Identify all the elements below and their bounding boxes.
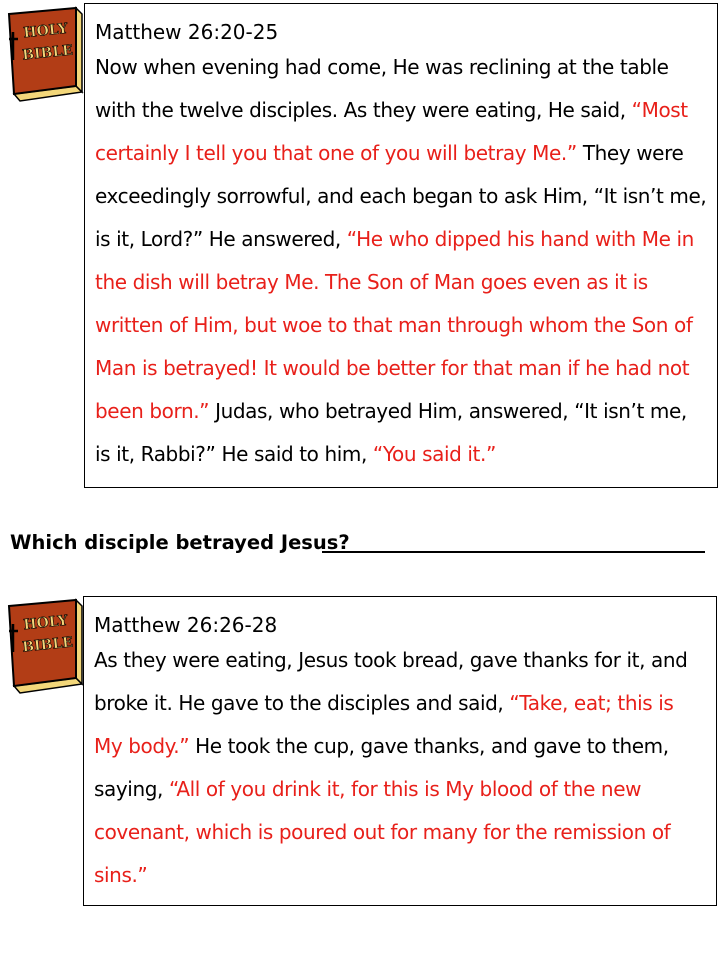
holy-bible-icon bbox=[6, 594, 86, 698]
jesus-words: “All of you drink it, for this is My blood of the new covenant, which is poured out for many for the remission of sins.” bbox=[94, 777, 671, 887]
question-text: Which disciple betrayed Jesus? bbox=[10, 531, 350, 554]
jesus-words: “Most certainly I tell you that one of you will betray Me.” bbox=[95, 98, 688, 165]
passage-text bbox=[95, 46, 707, 476]
scripture-reference: Matthew 26:26-28 bbox=[94, 613, 278, 637]
narrative-text: As they were eating, Jesus took bread, gave thanks for it, and broke it. He gave to the disciples and said, bbox=[94, 648, 688, 715]
narrative-text: He took the cup, gave thanks, and gave to them, saying, bbox=[94, 734, 669, 801]
bible-title-line1: HOLY bbox=[22, 612, 69, 634]
answer-blank[interactable] bbox=[322, 551, 705, 553]
holy-bible-icon bbox=[6, 2, 86, 106]
jesus-words: “Take, eat; this is My body.” bbox=[94, 691, 674, 758]
narrative-text: Judas, who betrayed Him, answered, “It isn’t me, is it, Rabbi?” He said to him, bbox=[95, 399, 687, 466]
narrative-text: They were exceedingly sorrowful, and each began to ask Him, “It isn’t me, is it, Lord?” He answered, bbox=[95, 141, 707, 251]
jesus-words: “He who dipped his hand with Me in the dish will betray Me. The Son of Man goes even as it is written of Him, but woe to that man through whom the Son of Man is betrayed! It would be better for that man if he had not been born.” bbox=[95, 227, 694, 423]
scripture-box bbox=[83, 596, 717, 906]
bible-title-line2: BIBLE bbox=[21, 42, 74, 64]
jesus-words: “You said it.” bbox=[372, 442, 496, 466]
question bbox=[10, 528, 710, 558]
scripture-reference: Matthew 26:20-25 bbox=[95, 20, 279, 44]
passage-text bbox=[94, 639, 706, 897]
bible-title-line2: BIBLE bbox=[21, 634, 74, 656]
bible-title-line1: HOLY bbox=[22, 20, 69, 42]
narrative-text: Now when evening had come, He was reclining at the table with the twelve disciples. As they were eating, He said, bbox=[95, 55, 669, 122]
scripture-box bbox=[84, 3, 718, 488]
